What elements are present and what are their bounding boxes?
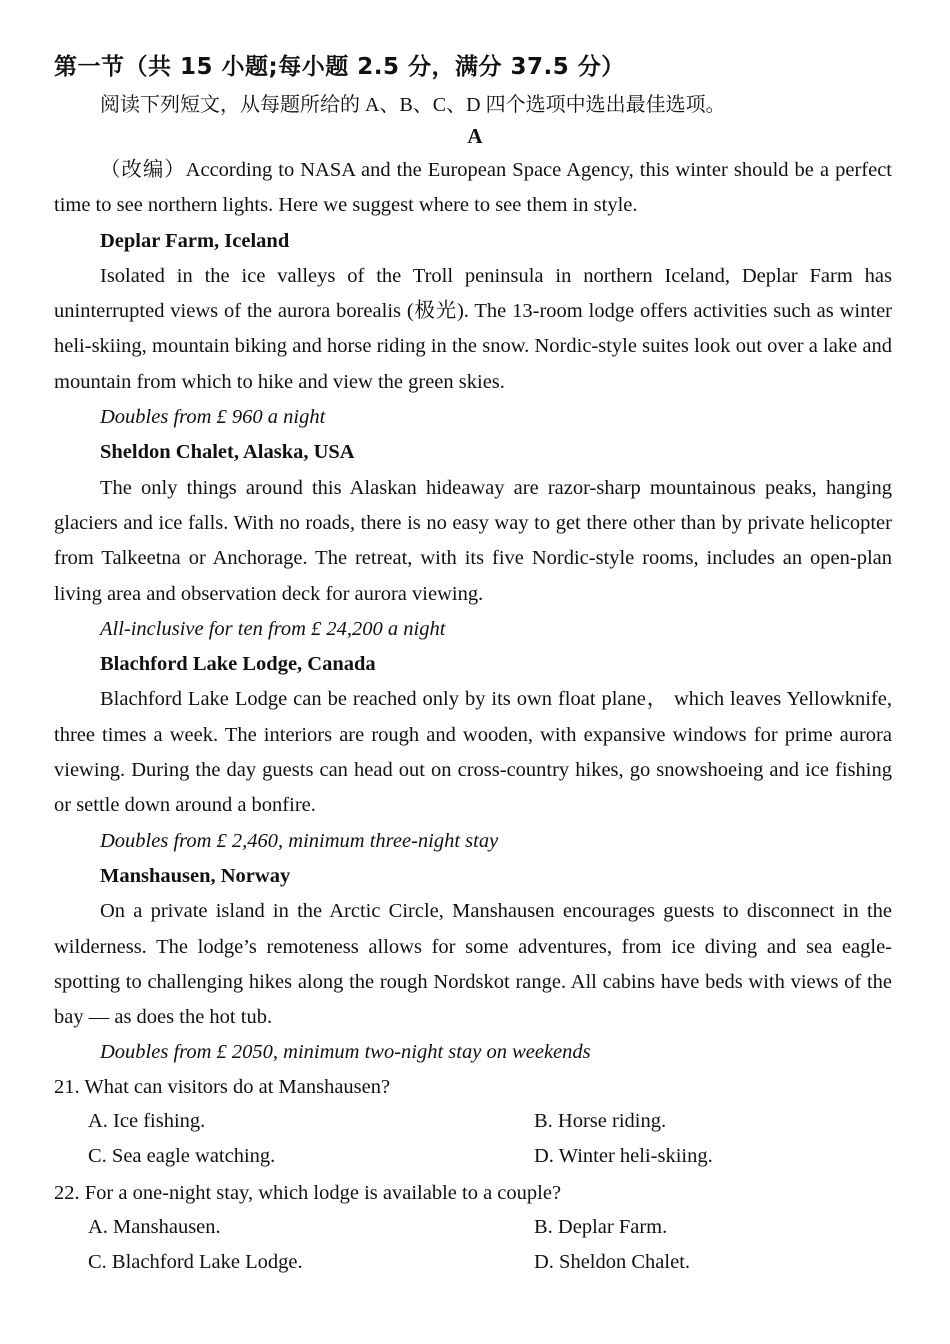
option-c[interactable]: C. Blachford Lake Lodge. xyxy=(88,1251,303,1273)
lodge-description: Blachford Lake Lodge can be reached only by its own float plane， which leaves Yellowknife, three times a week. The interiors are rough and wooden, with expansive windows for prime aurora viewing. During the day guests can head out on cross-country hikes, go snowshoeing and ice fishing or settle down around a bonfire. xyxy=(54,688,892,817)
question-list xyxy=(54,1070,892,1280)
answer-options xyxy=(54,1210,892,1280)
reading-passage xyxy=(54,153,892,1071)
question-stem: 22. For a one-night stay, which lodge is available to a couple? xyxy=(54,1182,562,1204)
option-d[interactable]: D. Sheldon Chalet. xyxy=(534,1251,691,1273)
question-22 xyxy=(54,1176,892,1280)
section-title: 第一节（共 15 小题;每小题 2.5 分，满分 37.5 分） xyxy=(54,54,625,80)
lodge-price: Doubles from £ 2,460, minimum three-night stay xyxy=(100,829,499,852)
option-b[interactable]: B. Deplar Farm. xyxy=(534,1216,668,1238)
lodge-description: The only things around this Alaskan hideaway are razor-sharp mountainous peaks, hanging glaciers and ice falls. With no roads, there is no easy way to get there other than by private helicopter from Talkeetna or Anchorage. The retreat, with its five Nordic-style rooms, includes an open-plan living area and observation deck for aurora viewing. xyxy=(54,476,892,605)
question-stem: 21. What can visitors do at Manshausen? xyxy=(54,1076,391,1098)
section-instruction: 阅读下列短文，从每题所给的 A、B、C、D 四个选项中选出最佳选项。 xyxy=(100,94,726,116)
lodge-name: Manshausen, Norway xyxy=(100,864,291,887)
option-a[interactable]: A. Ice fishing. xyxy=(88,1110,206,1132)
option-b[interactable]: B. Horse riding. xyxy=(534,1110,667,1132)
passage-intro: （改编）According to NASA and the European Space Agency, this winter should be a perfect time to see northern lights. Here we suggest where to see them in style. xyxy=(54,159,892,217)
lodge-price: Doubles from £ 960 a night xyxy=(100,406,326,429)
lodge-price: All-inclusive for ten from £ 24,200 a night xyxy=(100,617,446,640)
lodge-description: Isolated in the ice valleys of the Troll peninsula in northern Iceland, Deplar Farm has uninterrupted views of the aurora borealis (极光). The 13-room lodge offers activities such as winter heli-skiing, mountain biking and horse riding in the snow. Nordic-style suites look out over a lake and mountain from which to hike and view the green skies. xyxy=(54,264,892,393)
question-21 xyxy=(54,1070,892,1174)
lodge-name: Sheldon Chalet, Alaska, USA xyxy=(100,441,355,464)
lodge-name: Deplar Farm, Iceland xyxy=(100,229,290,252)
lodge-price: Doubles from £ 2050, minimum two-night stay on weekends xyxy=(100,1041,591,1064)
option-c[interactable]: C. Sea eagle watching. xyxy=(88,1145,276,1167)
option-d[interactable]: D. Winter heli-skiing. xyxy=(534,1145,713,1167)
lodge-description: On a private island in the Arctic Circle, Manshausen encourages guests to disconnect in the wilderness. The lodge’s remoteness allows for some adventures, from ice diving and sea eagle-spotting to challenging hikes along the rough Nordskot range. All cabins have beds with views of the bay — as does the hot tub. xyxy=(54,900,892,1029)
passage-letter: A xyxy=(467,124,483,148)
option-a[interactable]: A. Manshausen. xyxy=(88,1216,221,1238)
answer-options xyxy=(54,1104,892,1174)
lodge-name: Blachford Lake Lodge, Canada xyxy=(100,653,376,676)
